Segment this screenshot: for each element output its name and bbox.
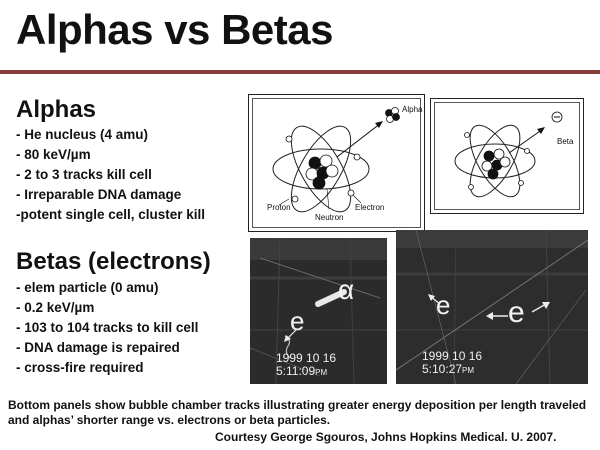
electron bbox=[292, 196, 298, 202]
neutron bbox=[484, 151, 494, 161]
photo-timestamp bbox=[422, 350, 482, 377]
electron-symbol-label: e bbox=[436, 290, 451, 320]
alpha-particle-label: Alpha bbox=[402, 105, 423, 114]
timestamp-time: 5:11:09 bbox=[276, 364, 316, 378]
alphas-bullet: - 2 to 3 tracks kill cell bbox=[16, 167, 152, 182]
title-divider bbox=[0, 70, 600, 74]
alphas-bullet: - Irreparable DNA damage bbox=[16, 187, 182, 202]
alphas-bullet: - He nucleus (4 amu) bbox=[16, 127, 149, 142]
electron bbox=[354, 154, 360, 160]
electron bbox=[465, 133, 470, 138]
beta-emission-diagram bbox=[430, 98, 584, 214]
electron bbox=[519, 181, 524, 186]
electron-symbol-label: e bbox=[508, 296, 525, 329]
betas-bullet: - 103 to 104 tracks to kill cell bbox=[16, 320, 199, 335]
alpha-bubble-chamber-photo bbox=[250, 238, 387, 384]
electron-pointer bbox=[353, 195, 361, 203]
betas-bullet: - cross-fire required bbox=[16, 360, 144, 375]
slide-title: Alphas vs Betas bbox=[16, 6, 333, 53]
beta-atom-illustration bbox=[431, 99, 583, 213]
electron-symbol-label: e bbox=[290, 306, 305, 336]
betas-bullet: - elem particle (0 amu) bbox=[16, 280, 159, 295]
neutron bbox=[313, 177, 325, 189]
beta-particle-label: Beta bbox=[557, 137, 574, 146]
timestamp-time: 5:10:27 bbox=[422, 362, 463, 376]
image-credit: Courtesy George Sgouros, Johns Hopkins Medical. U. 2007. bbox=[215, 430, 557, 444]
proton-label: Proton bbox=[267, 203, 291, 212]
alphas-bullet-list bbox=[16, 125, 205, 225]
timestamp-ampm: PM bbox=[462, 366, 475, 375]
alpha-emission-diagram bbox=[248, 94, 425, 232]
proton bbox=[500, 157, 510, 167]
neutron bbox=[488, 169, 498, 179]
beta-bubble-chamber-photo bbox=[396, 230, 588, 384]
alphas-heading: Alphas bbox=[16, 96, 97, 123]
betas-bullet: - 0.2 keV/µm bbox=[16, 300, 95, 315]
photo-timestamp bbox=[276, 352, 336, 379]
alphas-bullet: - 80 keV/µm bbox=[16, 147, 91, 162]
proton bbox=[326, 165, 338, 177]
neutron bbox=[309, 157, 321, 169]
electron-label: Electron bbox=[355, 203, 385, 212]
electron bbox=[525, 149, 530, 154]
emission-arrow bbox=[337, 123, 381, 157]
timestamp-date: 1999 10 16 bbox=[422, 349, 483, 363]
timestamp-date: 1999 10 16 bbox=[276, 351, 337, 365]
betas-bullet: - DNA damage is repaired bbox=[16, 340, 180, 355]
alpha-particle-neutron bbox=[393, 114, 400, 121]
electron bbox=[469, 185, 474, 190]
betas-heading: Betas (electrons) bbox=[16, 248, 211, 275]
betas-bullet-list bbox=[16, 278, 198, 378]
neutron-pointer bbox=[327, 189, 329, 209]
timestamp-ampm: PM bbox=[315, 368, 328, 377]
figure-caption: Bottom panels show bubble chamber tracks illustrating greater energy deposition per length traveled and alphas’ shorter range vs. electrons or beta particles. bbox=[8, 398, 587, 427]
alpha-symbol-label: α bbox=[338, 274, 355, 305]
electron bbox=[286, 136, 292, 142]
neutron-label: Neutron bbox=[315, 213, 344, 222]
alphas-bullet: -potent single cell, cluster kill bbox=[16, 207, 206, 222]
